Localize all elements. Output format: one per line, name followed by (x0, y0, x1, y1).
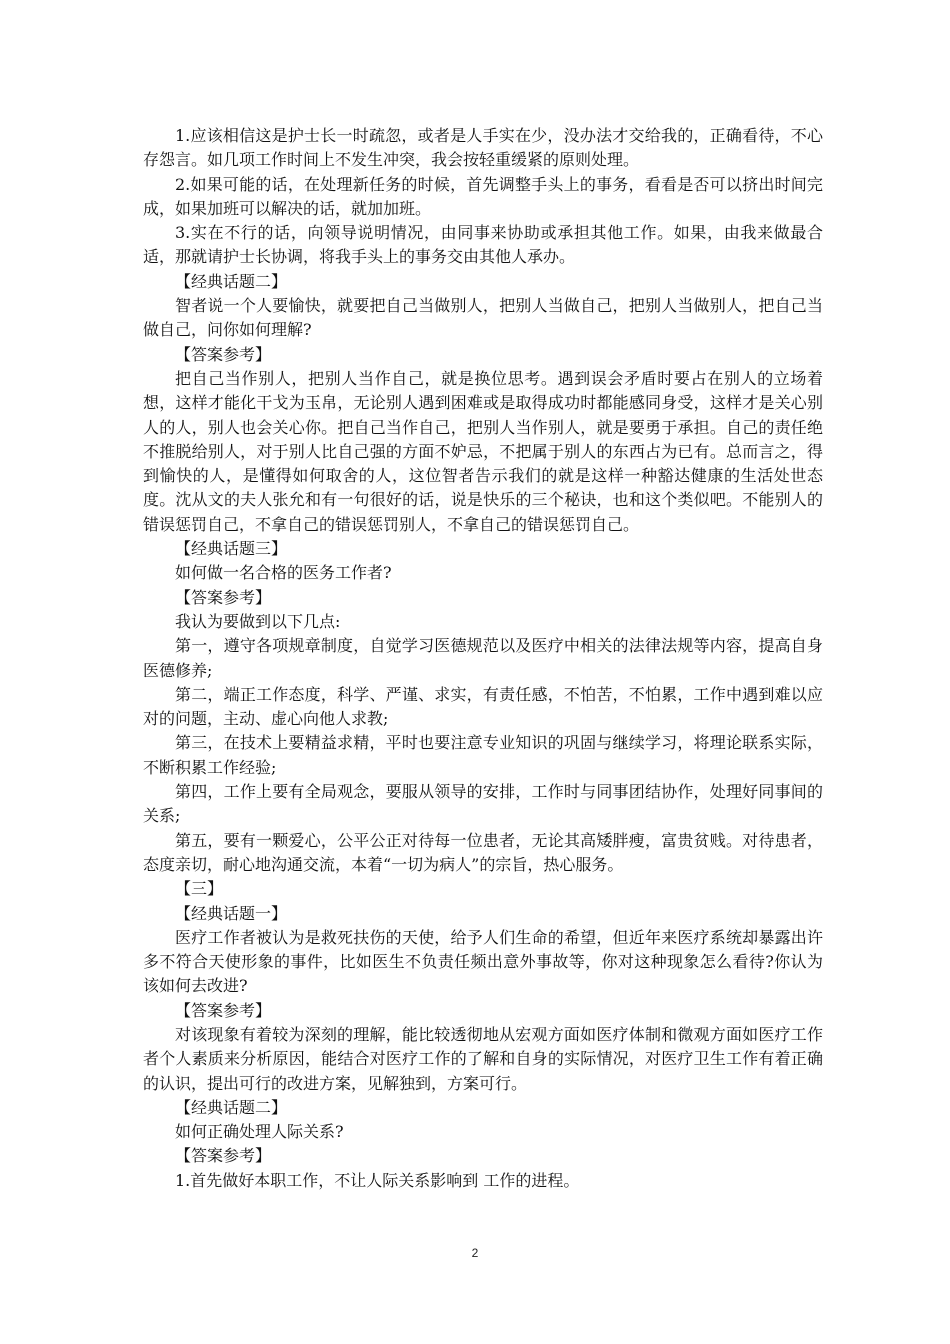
paragraph: 第一，遵守各项规章制度，自觉学习医德规范以及医疗中相关的法律法规等内容，提高自身医德修养; (143, 636, 823, 680)
section-heading: 【答案参考】 (175, 344, 272, 364)
paragraph: 第三，在技术上要精益求精，平时也要注意专业知识的巩固与继续学习，将理论联系实际，不断积累工作经验; (143, 733, 823, 777)
section-heading: 【经典话题二】 (175, 271, 288, 291)
section-heading: 【三】 (175, 879, 224, 899)
paragraph: 智者说一个人要愉快，就要把自己当做别人，把别人当做自己，把别人当做别人，把自己当做自己，问你如何理解? (143, 296, 823, 340)
section-heading: 【答案参考】 (175, 1146, 272, 1166)
section-heading: 【经典话题二】 (175, 1097, 288, 1117)
paragraph: 3.实在不行的话，向领导说明情况，由同事来协助或承担其他工作。如果，由我来做最合适，那就请护士长协调，将我手头上的事务交由其他人承办。 (143, 223, 823, 267)
section-heading: 【答案参考】 (175, 587, 272, 607)
paragraph: 把自己当作别人，把别人当作自己，就是换位思考。遇到误会矛盾时要占在别人的立场着想，这样才能化干戈为玉帛，无论别人遇到困难或是取得成功时都能感同身受，这样才是关心别人的人，别人也会关心你。把自己当作自己，把别人当作别人，就是要勇于承担。自己的责任绝不推脱给别人，对于别人比自己强的方面不妒忌，不把属于别人的东西占为已有。总而言之，得到愉快的人，是懂得如何取舍的人，这位智者告示我们的就是这样一种豁达健康的生活处世态度。沈从文的夫人张允和有一句很好的话，说是快乐的三个秘诀，也和这个类似吧。不能别人的错误惩罚自己，不拿自己的错误惩罚别人，不拿自己的错误惩罚自己。 (143, 368, 823, 534)
paragraph: 1.应该相信这是护士长一时疏忽，或者是人手实在少，没办法才交给我的，正确看待，不心存怨言。如几项工作时间上不发生冲突，我会按轻重缓紧的原则处理。 (143, 126, 823, 170)
paragraph: 医疗工作者被认为是救死扶伤的天使，给予人们生命的希望，但近年来医疗系统却暴露出许多不符合天使形象的事件，比如医生不负责任频出意外事故等，你对这种现象怎么看待?你认为该如何去改进? (143, 927, 823, 996)
paragraph: 对该现象有着较为深刻的理解，能比较透彻地从宏观方面如医疗体制和微观方面如医疗工作者个人素质来分析原因，能结合对医疗工作的了解和自身的实际情况，对医疗卫生工作有着正确的认识，提出可行的改进方案，见解独到，方案可行。 (143, 1024, 823, 1093)
document-body (143, 124, 823, 1193)
section-heading: 【经典话题一】 (175, 903, 288, 923)
section-heading: 【答案参考】 (175, 1000, 272, 1020)
paragraph: 1.首先做好本职工作，不让人际关系影响到 工作的进程。 (175, 1170, 580, 1190)
section-heading: 【经典话题三】 (175, 539, 288, 559)
paragraph: 第二，端正工作态度，科学、严谨、求实，有责任感，不怕苦，不怕累，工作中遇到难以应对的问题，主动、虚心向他人求教; (143, 684, 823, 729)
paragraph: 我认为要做到以下几点: (175, 611, 341, 631)
paragraph: 如何做一名合格的医务工作者? (175, 563, 392, 583)
paragraph: 2.如果可能的话，在处理新任务的时候，首先调整手头上的事务，看看是否可以挤出时间完成，如果加班可以解决的话，就加加班。 (143, 174, 823, 218)
page-number: 2 (471, 1246, 479, 1260)
paragraph: 第四，工作上要有全局观念，要服从领导的安排，工作时与同事团结协作，处理好同事间的关系; (143, 782, 823, 826)
paragraph: 如何正确处理人际关系? (175, 1122, 344, 1142)
paragraph: 第五，要有一颗爱心，公平公正对待每一位患者，无论其高矮胖瘦，富贵贫贱。对待患者，态度亲切，耐心地沟通交流，本着“一切为病人”的宗旨，热心服务。 (143, 830, 823, 874)
